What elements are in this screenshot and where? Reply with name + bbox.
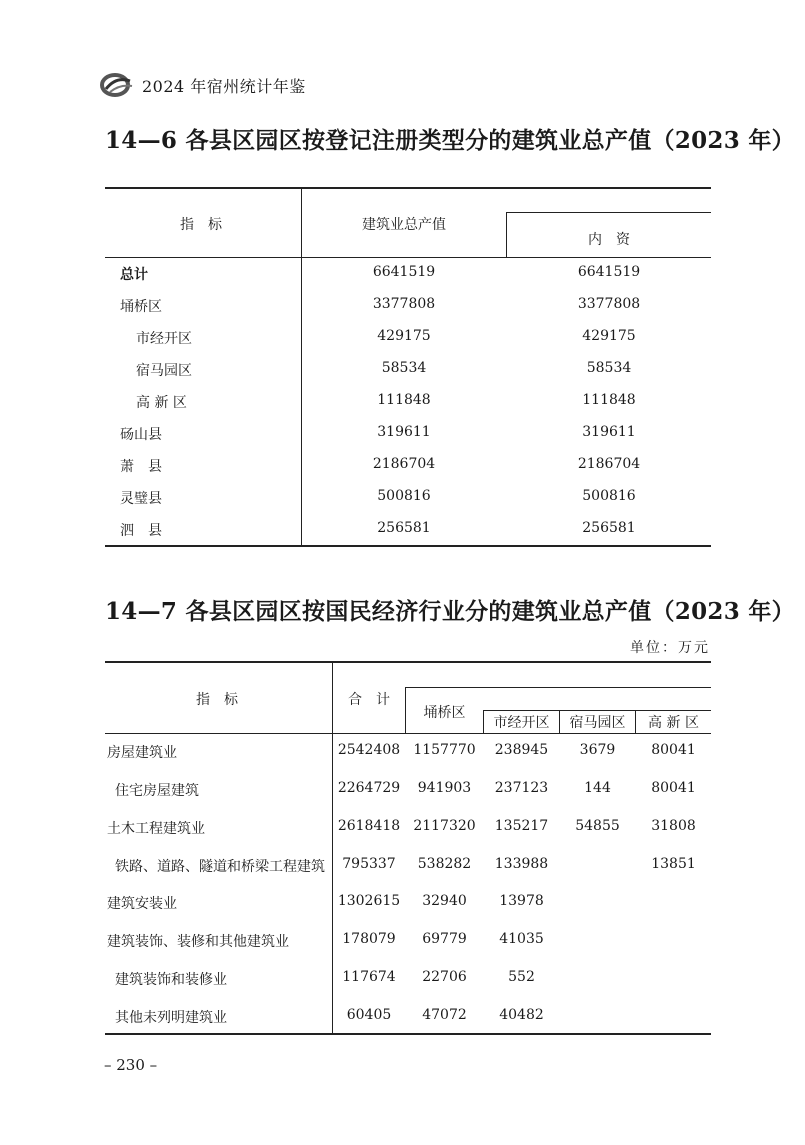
table2-cell-total: 60405: [346, 1007, 392, 1023]
table1-cell-total: 2186704: [372, 456, 436, 472]
table1-top-rule: [105, 187, 711, 189]
table2-cell-total: 795337: [342, 856, 396, 872]
table2-cell-yongqiao: 47072: [422, 1007, 467, 1023]
table2-cell-gaoxin: 31808: [651, 818, 696, 834]
table1-cell-domestic: 256581: [582, 520, 636, 536]
table2-col-gaoxin: 高 新 区: [648, 715, 699, 731]
table1-cell-domestic: 6641519: [577, 264, 641, 280]
table1-cell-total: 58534: [381, 360, 427, 376]
table2-cell-gaoxin: 80041: [651, 742, 696, 758]
table2-cell-total: 2542408: [337, 742, 401, 758]
table2-row-label: 建筑装饰和装修业: [115, 972, 227, 988]
table1-row-label: 萧 县: [120, 459, 162, 475]
yearbook-logo-icon: [100, 72, 134, 98]
table2-cell-jingkai: 552: [508, 969, 535, 985]
table1-row-label: 泗 县: [120, 523, 162, 539]
table1-cell-domestic: 111848: [582, 392, 636, 408]
table1-col-total: 建筑业总产值: [362, 217, 446, 233]
table1-cell-total: 429175: [377, 328, 431, 344]
table2-cell-jingkai: 41035: [499, 931, 544, 947]
table1-cell-total: 6641519: [372, 264, 436, 280]
table2-top-rule: [105, 661, 711, 663]
table2-cell-total: 1302615: [337, 893, 401, 909]
table2-row-label: 房屋建筑业: [107, 745, 177, 761]
table1-cell-domestic: 3377808: [577, 296, 641, 312]
table1-row-label: 高 新 区: [136, 395, 187, 411]
table2-col-total: 合 计: [348, 692, 390, 708]
table2-cell-jingkai: 238945: [494, 742, 549, 758]
table1-cell-domestic: 319611: [582, 424, 636, 440]
table2-cell-total: 178079: [342, 931, 396, 947]
table1-bottom-rule: [105, 545, 711, 547]
table2-col-suma: 宿马园区: [569, 715, 626, 731]
table1-subheader-rule: [506, 212, 711, 213]
table2-cell-yongqiao: 941903: [417, 780, 472, 796]
table2-cell-gaoxin: 13851: [651, 856, 696, 872]
table2-header-rule: [105, 733, 711, 734]
table1-col-domestic: 内 资: [588, 232, 630, 248]
table1-cell-total: 256581: [377, 520, 431, 536]
table1-cell-domestic: 429175: [582, 328, 636, 344]
table1-row-label: 市经开区: [136, 331, 192, 347]
table2-col-jingkai: 市经开区: [493, 715, 550, 731]
table2-cell-total: 117674: [342, 969, 396, 985]
table1-cell-total: 111848: [377, 392, 431, 408]
book-title: 2024 年宿州统计年鉴: [142, 76, 306, 96]
table2-cell-suma: 144: [584, 780, 611, 796]
table2-row-label: 土木工程建筑业: [107, 821, 205, 837]
table2-col-yongqiao: 埇桥区: [423, 705, 466, 721]
table2-cell-yongqiao: 2117320: [413, 818, 476, 834]
table2-cell-jingkai: 237123: [494, 780, 549, 796]
table1-header-rule: [105, 257, 711, 258]
table1-cell-total: 500816: [377, 488, 431, 504]
table2-row-label: 建筑安装业: [107, 896, 177, 912]
table2-cell-yongqiao: 538282: [417, 856, 472, 872]
table2-cell-yongqiao: 32940: [422, 893, 467, 909]
table1-cell-domestic: 500816: [582, 488, 636, 504]
table2-title: 14—7 各县区园区按国民经济行业分的建筑业总产值（2023 年）: [105, 598, 795, 625]
table2-cell-jingkai: 13978: [499, 893, 544, 909]
table2-row-label: 建筑装饰、装修和其他建筑业: [107, 934, 289, 950]
table1-cell-total: 319611: [377, 424, 431, 440]
table2-row-label: 其他未列明建筑业: [115, 1010, 227, 1026]
table2-cell-jingkai: 135217: [494, 818, 549, 834]
table2-col-indicator: 指 标: [196, 692, 238, 708]
table1-row-label: 砀山县: [120, 427, 162, 443]
table2-cell-total: 2618418: [337, 818, 401, 834]
table1-row-label: 埇桥区: [120, 299, 162, 315]
table2-cell-yongqiao: 22706: [422, 969, 467, 985]
table2-cell-suma: 3679: [579, 742, 616, 758]
table2-group-rule: [405, 687, 711, 688]
table2-cell-total: 2264729: [337, 780, 401, 796]
table1-cell-total: 3377808: [372, 296, 436, 312]
table2-unit: 单位：万元: [630, 640, 710, 656]
table2-bottom-rule: [105, 1033, 711, 1035]
table1-row-label: 宿马园区: [136, 363, 192, 379]
table1-title: 14—6 各县区园区按登记注册类型分的建筑业总产值（2023 年）: [105, 127, 795, 154]
table2-cell-jingkai: 40482: [499, 1007, 544, 1023]
table2-cell-jingkai: 133988: [494, 856, 549, 872]
table1-cell-domestic: 58534: [586, 360, 632, 376]
table1-cell-domestic: 2186704: [577, 456, 641, 472]
table1-row-label: 总计: [120, 267, 148, 283]
table2-row-label: 住宅房屋建筑: [115, 783, 199, 799]
table1-row-label: 灵璧县: [120, 491, 162, 507]
table2-cell-yongqiao: 1157770: [413, 742, 476, 758]
table2-cell-gaoxin: 80041: [651, 780, 696, 796]
table1-col-indicator: 指 标: [180, 217, 222, 233]
table2-subgroup-rule: [483, 710, 711, 711]
running-header: [100, 70, 306, 100]
page-number: – 230 –: [104, 1056, 158, 1074]
table2-cell-yongqiao: 69779: [422, 931, 467, 947]
table2-cell-suma: 54855: [575, 818, 620, 834]
table2-row-label: 铁路、道路、隧道和桥梁工程建筑: [115, 859, 325, 875]
